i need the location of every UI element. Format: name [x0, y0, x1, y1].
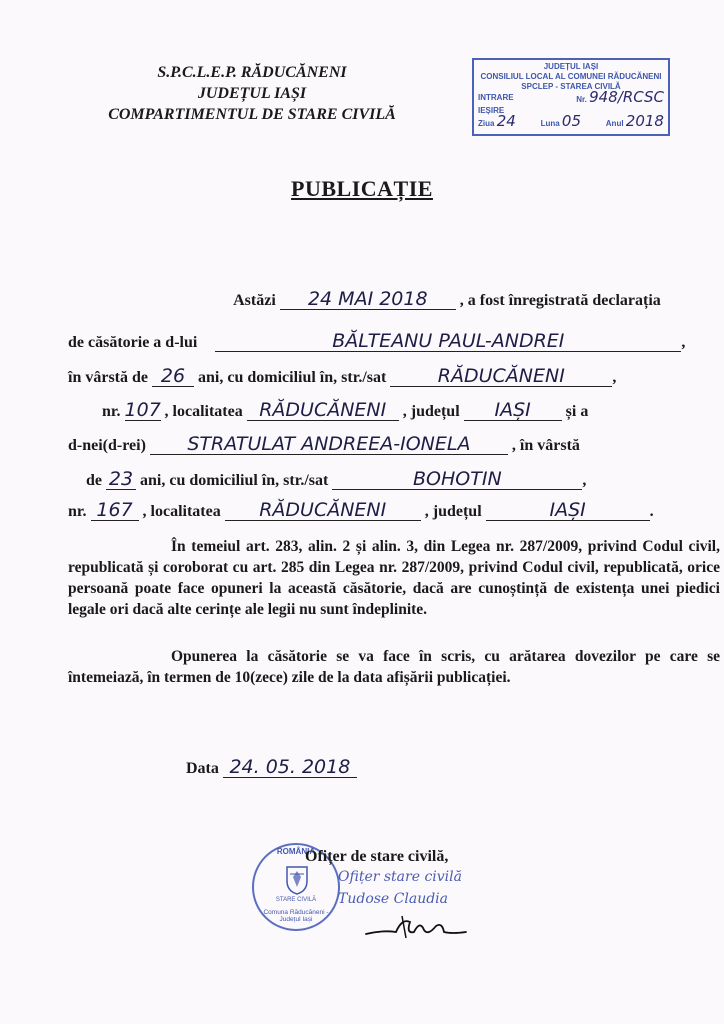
casatorie-label: de căsătorie a d-lui: [68, 334, 198, 351]
bride-label: d-nei(d-rei): [68, 437, 146, 454]
date-line: [186, 757, 486, 778]
astazi-label: Astăzi: [233, 292, 276, 309]
issuer-header: [72, 62, 432, 125]
bride-county: IAȘI: [486, 500, 650, 521]
groom-county-label: , județul: [402, 403, 460, 420]
bride-nr-label: nr.: [68, 503, 87, 520]
stamp-zi-label: Ziua: [478, 119, 495, 128]
groom-locality-label: , localitatea: [164, 403, 243, 420]
form-line-2: de căsătorie a d-lui BĂLTEANU PAUL-ANDREI ,: [68, 330, 686, 352]
document-title: PUBLICAȚIE: [291, 176, 433, 201]
seal-top-text: ROMÂNIA: [276, 847, 316, 856]
registry-stamp: [472, 58, 670, 136]
form-line-3: în vârstă de 26 ani, cu domiciliul în, str./sat RĂDUCĂNENI ,: [68, 365, 617, 387]
form-line-4: [68, 400, 718, 421]
stamp-line-3: SPCLEP - STAREA CIVILĂ: [521, 82, 621, 91]
bride-locality-label: , localitatea: [142, 503, 221, 520]
stamp-line-2: CONSILIUL LOCAL AL COMUNEI RĂDUCĂNENI: [480, 72, 662, 81]
groom-nr: 107: [124, 399, 161, 421]
stamp-zi-value: 24: [496, 112, 516, 130]
officer-stamp-line-1: Ofițer stare civilă: [338, 869, 462, 885]
stamp-intrare: INTRARE: [478, 93, 514, 102]
bride-age-label-suffix: , în vârstă: [511, 437, 580, 454]
stamp-luna-label: Luna: [540, 119, 560, 128]
stamp-anul-value: 2018: [625, 112, 664, 130]
groom-age: 26: [152, 366, 194, 387]
stamp-anul-label: Anul: [605, 119, 624, 128]
form-line-5: [68, 434, 718, 455]
stamp-iesire: IEȘIRE: [478, 106, 505, 115]
publication-date: 24. 05. 2018: [223, 757, 357, 778]
opposition-paragraph: Opunerea la căsătorie se va face în scris, cu arătarea dovezilor pe care se întemeiază, în termen de 10(zece) zile de la data afișării publicației.: [68, 648, 720, 686]
groom-name: BĂLTEANU PAUL-ANDREI: [215, 331, 681, 352]
groom-age-label: în vârstă de: [68, 369, 148, 386]
bride-domicile-label: ani, cu domiciliul în, str./sat: [140, 472, 329, 489]
officer-name-stamp: [338, 866, 462, 910]
form-line-6: de 23 ani, cu domiciliul în, str./sat BOHOTIN ,: [86, 468, 587, 490]
issuer-line-2: JUDEȚUL IAȘI: [197, 85, 307, 102]
registration-date: 24 MAI 2018: [280, 289, 456, 310]
officer-stamp-line-2: Tudose Claudia: [338, 891, 449, 907]
stamp-nr-value: 948/RCSC: [589, 88, 664, 106]
signature: [362, 912, 472, 942]
groom-locality: RĂDUCĂNENI: [247, 400, 399, 421]
issuer-line-1: S.P.C.L.E.P. RĂDUCĂNENI: [157, 64, 347, 81]
groom-domicile-label: ani, cu domiciliul în, str./sat: [198, 369, 387, 386]
bride-county-label: , județul: [424, 503, 482, 520]
stamp-nr-label: Nr.: [576, 95, 587, 104]
form-line-1: [70, 289, 718, 310]
form-line-7: nr. 167 , localitatea RĂDUCĂNENI , județul IAȘI .: [68, 499, 654, 521]
groom-nr-label: nr.: [102, 403, 121, 420]
declaration-text: , a fost înregistrată declarația: [459, 292, 661, 309]
bride-name: STRATULAT ANDREEA-IONELA: [150, 434, 508, 455]
si-a-label: și a: [565, 403, 589, 420]
stamp-line-1: JUDEȚUL IAȘI: [543, 62, 599, 71]
bride-de-label: de: [86, 472, 102, 489]
data-label: Data: [186, 760, 219, 777]
seal-ring-text: Comuna Răducăneni - Județul Iași: [263, 909, 329, 923]
bride-age: 23: [106, 469, 136, 490]
legal-paragraph: În temeiul art. 283, alin. 2 și alin. 3, din Legea nr. 287/2009, privind Codul civil, republicată și coroborat cu art. 285 din Legea nr. 287/2009, privind Codul civil, republicată, orice persoană poate face opuneri la această căsătorie, dacă are cunoștință de existența unei piedici legale ori dacă alte cerințe ale legii nu sunt îndeplinite.: [68, 538, 720, 618]
seal-middle-text: STARE CIVILĂ: [275, 897, 317, 903]
officer-title: Ofițer de stare civilă,: [305, 848, 449, 865]
bride-nr: 167: [91, 500, 139, 521]
issuer-line-3: COMPARTIMENTUL DE STARE CIVILĂ: [108, 106, 396, 123]
stamp-luna-value: 05: [561, 112, 581, 130]
bride-locality: RĂDUCĂNENI: [225, 500, 421, 521]
bride-street: BOHOTIN: [332, 469, 582, 490]
groom-county: IAȘI: [464, 400, 562, 421]
coat-of-arms-icon: [284, 865, 310, 895]
groom-street: RĂDUCĂNENI: [390, 366, 612, 387]
